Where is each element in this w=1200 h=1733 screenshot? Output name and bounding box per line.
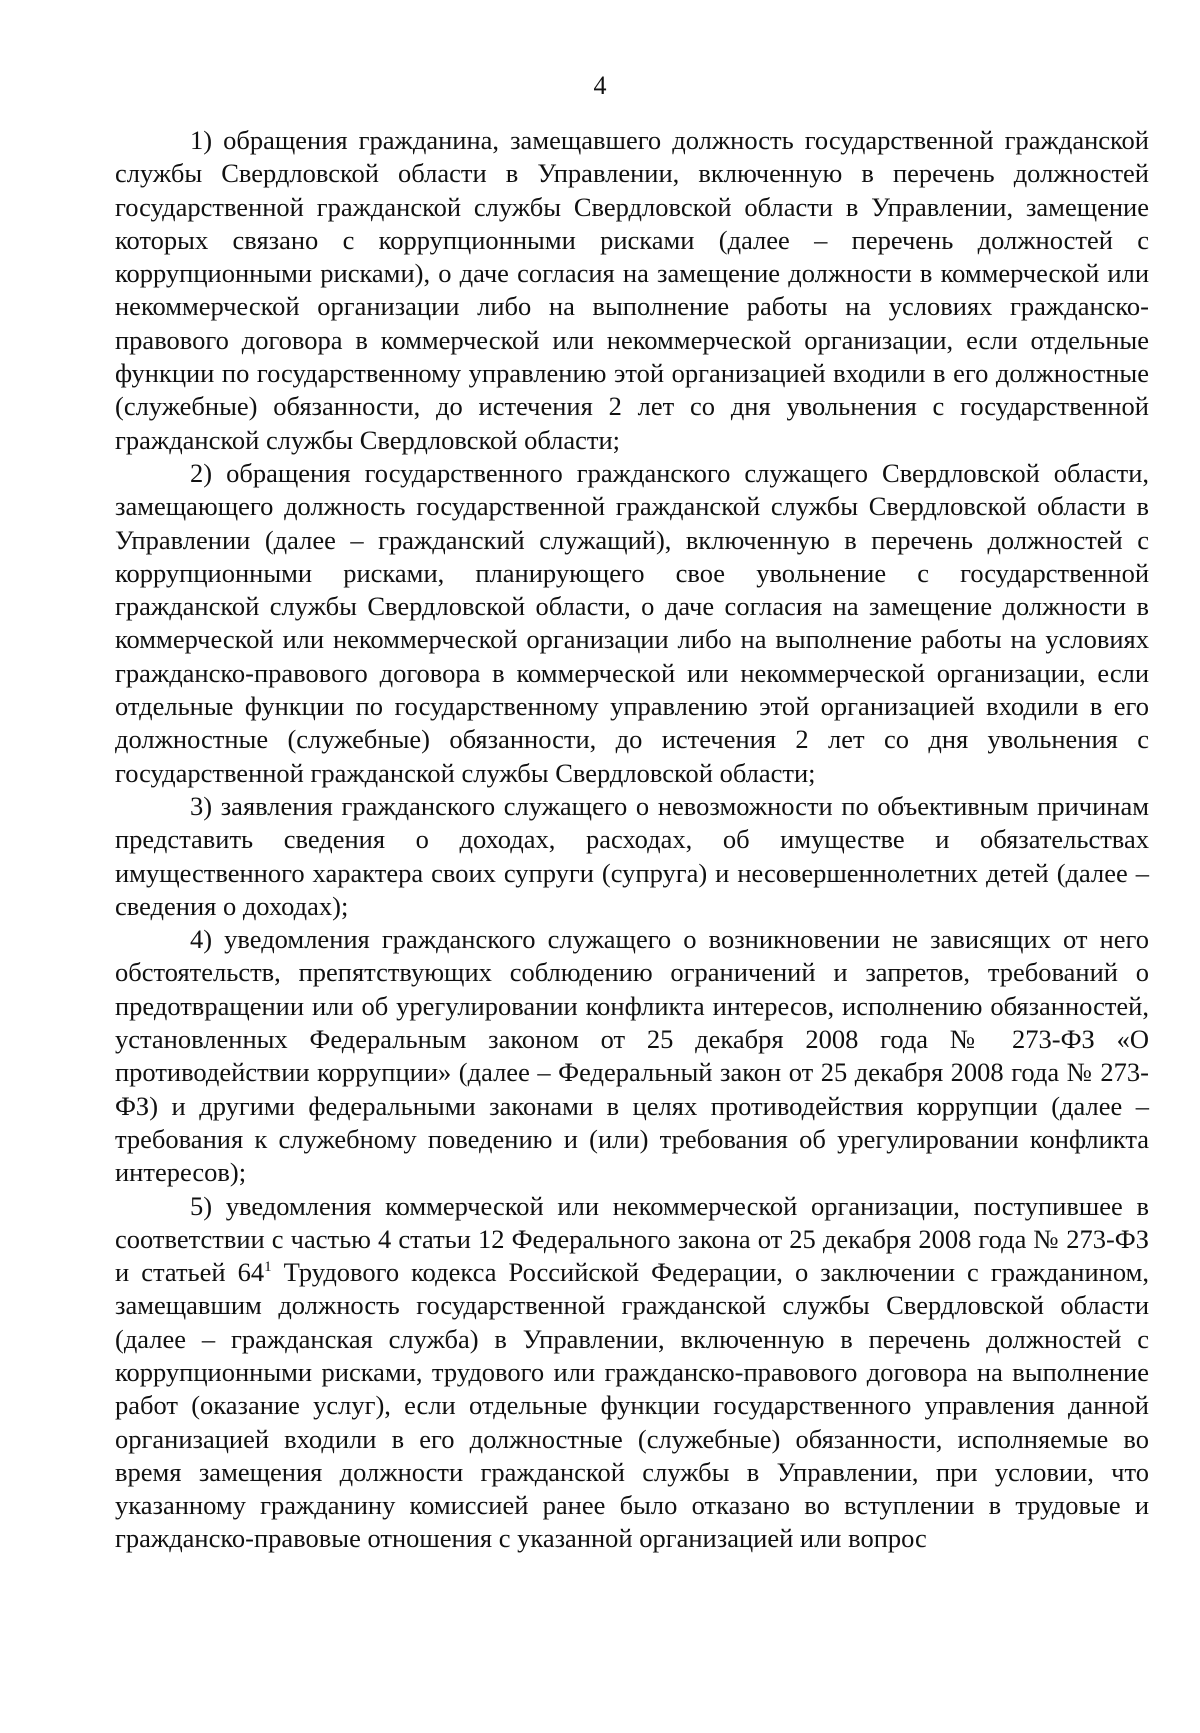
paragraph-item-4: 4) уведомления гражданского служащего о возникновении не зависящих от него обстоятельств, препятствующих соблюдению ограничений и запретов, требований о предотвращении или об урегулировании конфликта интересов, исполнению обязанностей, установленных Федеральным законом от 25 декабря 2008 года № 273-ФЗ «О противодействии коррупции» (далее – Федеральный закон от 25 декабря 2008 года № 273-ФЗ) и другими федеральными законами в целях противодействия коррупции (далее – требования к служебному поведению и (или) требования об урегулировании конфликта интересов); bbox=[115, 924, 1149, 1188]
paragraph-item-5 bbox=[115, 1190, 1149, 1556]
article-superscript: 1 bbox=[264, 1259, 272, 1276]
paragraph-item-1: 1) обращения гражданина, замещавшего должность государственной гражданской службы Свердловской области в Управлении, включенную в перечень должностей государственной гражданской службы Свердловской области в Управлении, замещение которых связано с коррупционными рисками (далее – перечень должностей с коррупционными рисками), о даче согласия на замещение должности в коммерческой или некоммерческой организации либо на выполнение работы на условиях гражданско-правового договора в коммерческой или некоммерческой организации, если отдельные функции по государственному управлению этой организацией входили в его должностные (служебные) обязанности, до истечения 2 лет со дня увольнения с государственной гражданской службы Свердловской области; bbox=[115, 125, 1149, 455]
paragraph-item-5-text-start: 5) уведомления коммерческой или некоммерческой организации, поступившее в соответствии с частью 4 статьи 12 Федерального закона от 25 декабря 2008 года № 273-ФЗ и статьей 64 bbox=[115, 1190, 1149, 1288]
paragraph-item-3: 3) заявления гражданского служащего о невозможности по объективным причинам представить сведения о доходах, расходах, об имуществе и обязательствах имущественного характера своих супруги (супруга) и несовершеннолетних детей (далее – сведения о доходах); bbox=[115, 790, 1149, 921]
paragraph-item-2: 2) обращения государственного гражданского служащего Свердловской области, замещающего должность государственной гражданской службы Свердловской области в Управлении (далее – гражданский служащий), включенную в перечень должностей с коррупционными рисками, планирующего свое увольнение с государственной гражданской службы Свердловской области, о даче согласия на замещение должности в коммерческой или некоммерческой организации либо на выполнение работы на условиях гражданско-правового договора в коммерческой или некоммерческой организации, если отдельные функции по государственному управлению этой организацией входили в его должностные (служебные) обязанности, до истечения 2 лет со дня увольнения с государственной гражданской службы Свердловской области; bbox=[115, 457, 1149, 788]
page-number: 4 bbox=[593, 71, 607, 100]
document-body bbox=[115, 124, 1149, 1556]
paragraph-item-5-text-end: Трудового кодекса Российской Федерации, о заключении с гражданином, замещавшим должность государственной гражданской службы Свердловской области (далее – гражданская служба) в Управлении, включенную в перечень должностей с коррупционными рисками, трудового или гражданско-правового договора на выполнение работ (оказание услуг), если отдельные функции государственного управления данной организацией входили в его должностные (служебные) обязанности, исполняемые во время замещения должности гражданской службы в Управлении, при условии, что указанному гражданину комиссией ранее было отказано во вступлении в трудовые и гражданско-правовые отношения с указанной организацией или вопрос bbox=[115, 1257, 1149, 1554]
